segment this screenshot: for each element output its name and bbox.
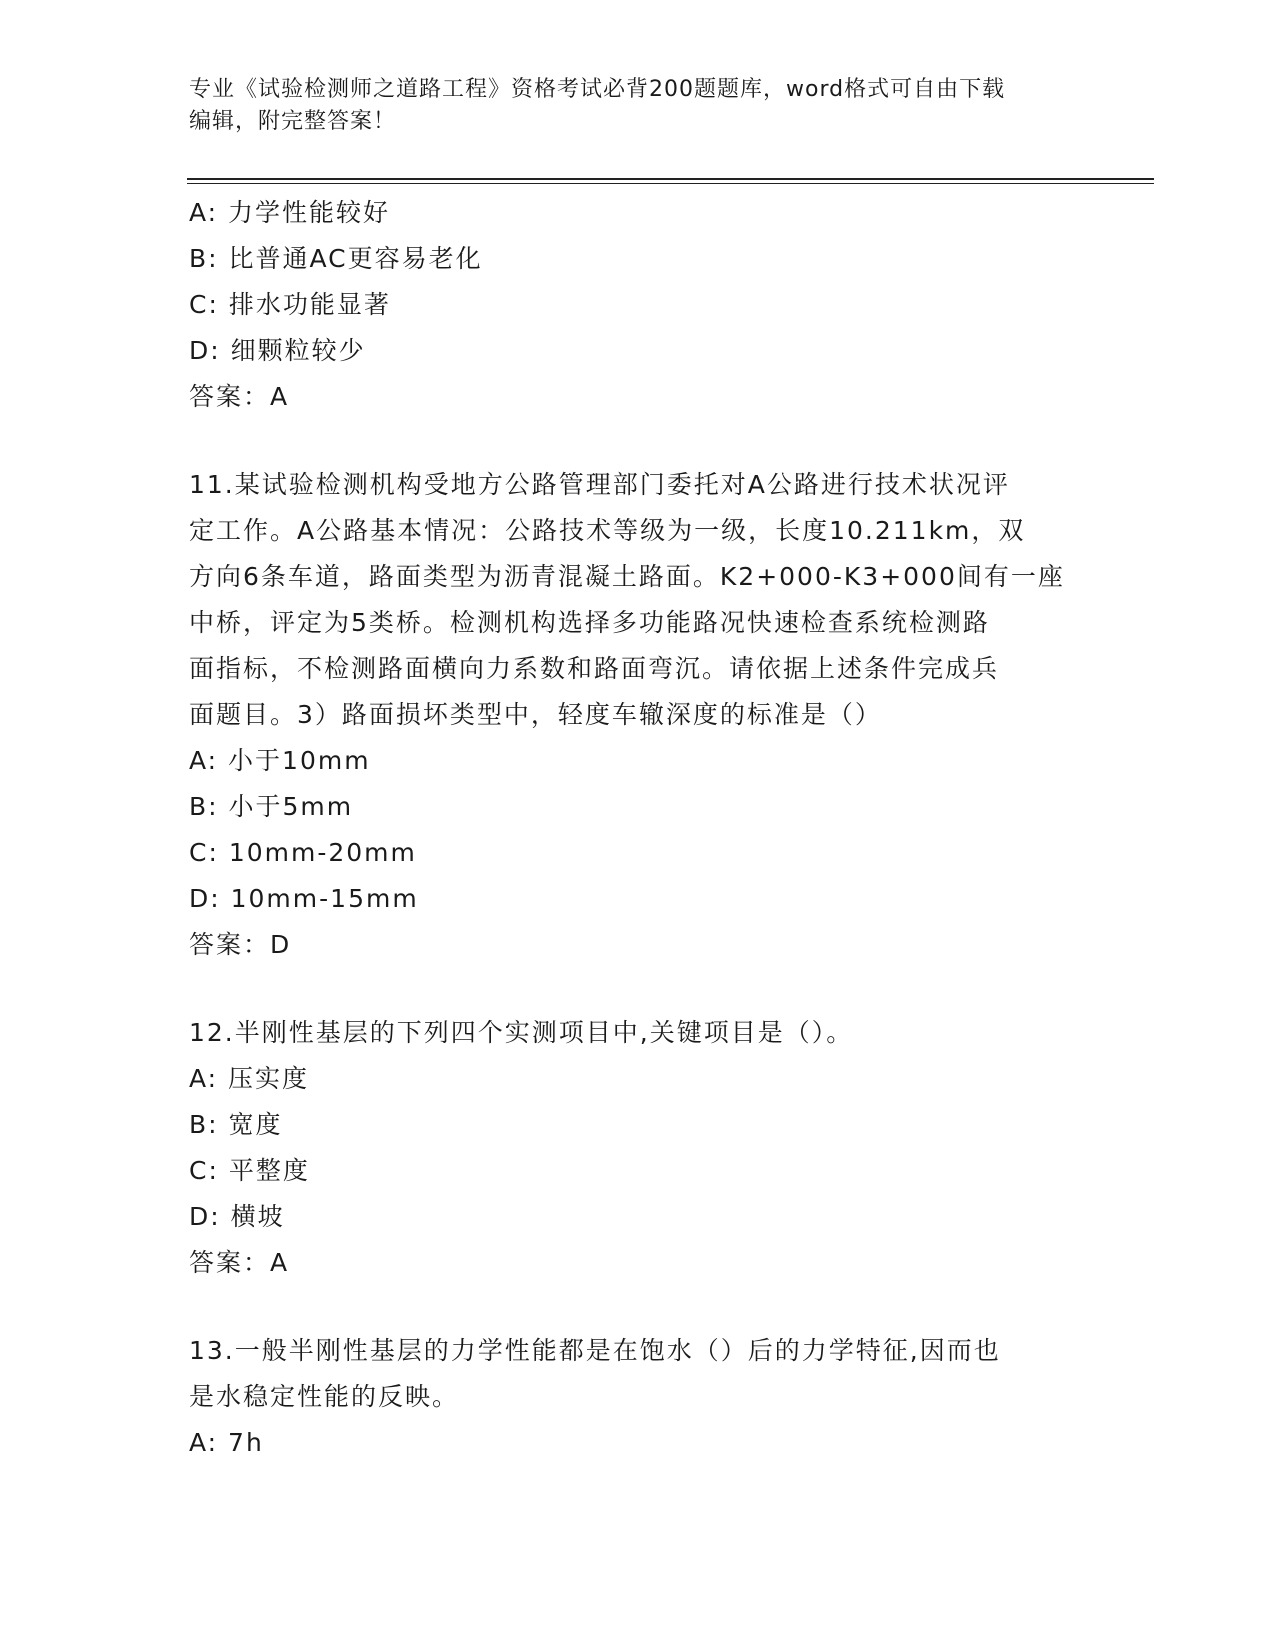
- question-stem-line: 13.一般半刚性基层的力学性能都是在饱水（）后的力学特征,因而也: [189, 1336, 1001, 1365]
- question-gap: [189, 420, 1089, 462]
- option-a: A: 7h: [189, 1428, 264, 1457]
- option-b: B: 小于5mm: [189, 792, 354, 821]
- question-stem-line: 中桥，评定为5类桥。检测机构选择多功能路况快速检查系统检测路: [189, 608, 990, 637]
- answer: 答案：A: [189, 1248, 290, 1277]
- question-stem-line: 11.某试验检测机构受地方公路管理部门委托对A公路进行技术状况评: [189, 470, 1010, 499]
- option-c: C: 平整度: [189, 1156, 310, 1185]
- question-stem-line: 定工作。A公路基本情况：公路技术等级为一级，长度10.211km，双: [189, 516, 1026, 545]
- question-stem-line: 方向6条车道，路面类型为沥青混凝土路面。K2+000-K3+000间有一座: [189, 562, 1065, 591]
- header-divider-thick: [187, 178, 1154, 180]
- header-line-2: 编辑，附完整答案！: [189, 109, 397, 134]
- option-a: A: 小于10mm: [189, 746, 371, 775]
- option-b: B: 宽度: [189, 1110, 283, 1139]
- header-divider-thin: [187, 183, 1154, 184]
- question-stem-line: 是水稳定性能的反映。: [189, 1382, 460, 1411]
- question-10: [189, 190, 1089, 420]
- answer: 答案：D: [189, 930, 292, 959]
- document-header: [189, 74, 1089, 138]
- header-line-1: 专业《试验检测师之道路工程》资格考试必背200题题库，word格式可自由下载: [189, 77, 1006, 102]
- question-stem-line: 面题目。3）路面损坏类型中，轻度车辙深度的标准是（）: [189, 700, 882, 729]
- question-stem-line: 12.半刚性基层的下列四个实测项目中,关键项目是（）。: [189, 1018, 854, 1047]
- option-b: B: 比普通AC更容易老化: [189, 244, 483, 273]
- question-stem-line: 面指标，不检测路面横向力系数和路面弯沉。请依据上述条件完成兵: [189, 654, 1000, 683]
- question-gap: [189, 1286, 1089, 1328]
- question-13: [189, 1328, 1089, 1466]
- option-d: D: 横坡: [189, 1202, 285, 1231]
- question-12: [189, 1010, 1089, 1286]
- option-d: D: 细颗粒较少: [189, 336, 366, 365]
- question-content: [189, 190, 1089, 1466]
- option-c: C: 排水功能显著: [189, 290, 391, 319]
- option-d: D: 10mm-15mm: [189, 884, 419, 913]
- question-gap: [189, 968, 1089, 1010]
- question-11: [189, 462, 1089, 968]
- option-a: A: 压实度: [189, 1064, 310, 1093]
- option-a: A: 力学性能较好: [189, 198, 391, 227]
- answer: 答案：A: [189, 382, 290, 411]
- option-c: C: 10mm-20mm: [189, 838, 417, 867]
